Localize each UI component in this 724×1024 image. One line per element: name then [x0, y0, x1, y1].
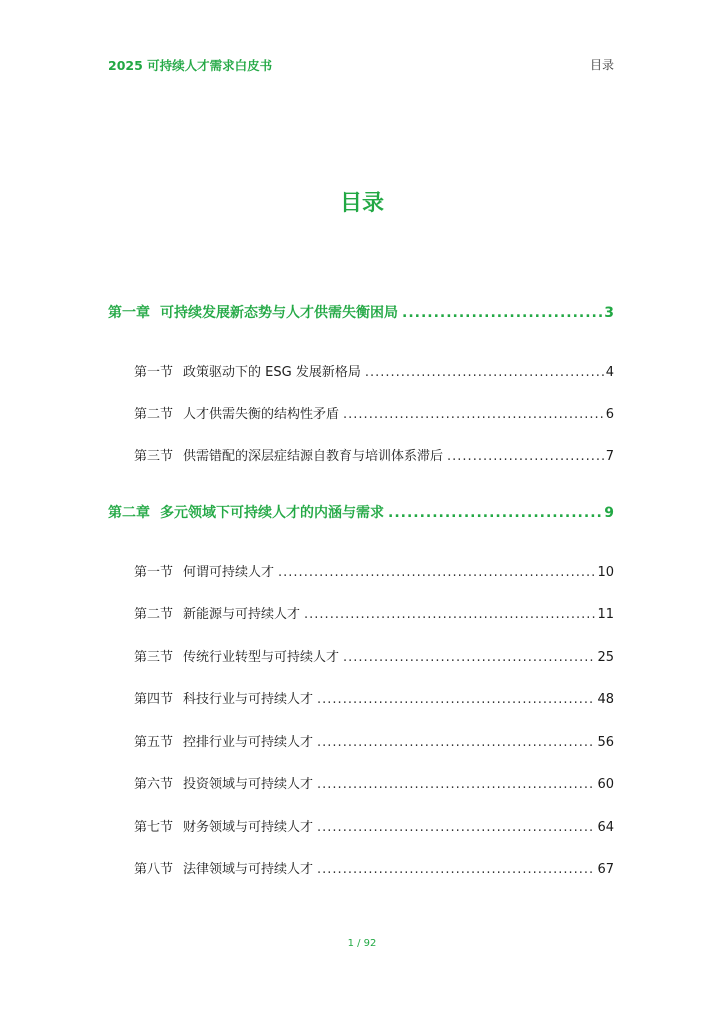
section-number: 第二节: [134, 407, 174, 422]
toc-section[interactable]: [134, 561, 614, 580]
section-title: 何谓可持续人才: [183, 565, 275, 580]
leader-dots: [365, 365, 604, 380]
leader-dots: [388, 505, 602, 521]
section-title: 新能源与可持续人才: [183, 607, 301, 622]
leader-dots: [402, 305, 602, 321]
chapter-number: 第一章: [108, 305, 150, 321]
toc-section[interactable]: [134, 445, 614, 464]
page-number: 67: [597, 862, 614, 877]
leader-dots: [317, 820, 595, 835]
section-number: 第八节: [134, 862, 174, 877]
toc-section[interactable]: [134, 816, 614, 835]
toc-section[interactable]: [134, 731, 614, 750]
leader-dots: [343, 407, 604, 422]
document-title: 2025 可持续人才需求白皮书: [108, 58, 273, 73]
page-number: 64: [597, 820, 614, 835]
section-number: 第五节: [134, 735, 174, 750]
toc-section[interactable]: [134, 646, 614, 665]
page-number: 11: [597, 607, 614, 622]
toc-section[interactable]: [134, 603, 614, 622]
page-number: 56: [597, 735, 614, 750]
page-number: 10: [597, 565, 614, 580]
page-number: 7: [605, 449, 614, 464]
leader-dots: [317, 735, 595, 750]
page-number: 25: [597, 650, 614, 665]
toc-section[interactable]: [134, 688, 614, 707]
section-title: 传统行业转型与可持续人才: [183, 650, 340, 665]
section-number: 第四节: [134, 692, 174, 707]
section-number: 第三节: [134, 449, 174, 464]
page-title: 目录: [339, 191, 384, 216]
page-header: [108, 56, 614, 74]
section-title: 科技行业与可持续人才: [183, 692, 314, 707]
section-title: 控排行业与可持续人才: [183, 735, 314, 750]
toc-section[interactable]: [134, 403, 614, 422]
leader-dots: [304, 607, 595, 622]
section-number: 第三节: [134, 650, 174, 665]
chapter-number: 第二章: [108, 505, 150, 521]
section-title: 投资领域与可持续人才: [183, 777, 314, 792]
leader-dots: [343, 650, 595, 665]
header-section-label: 目录: [589, 58, 614, 72]
leader-dots: [447, 449, 604, 464]
page-number: 4: [605, 365, 614, 380]
section-title: 政策驱动下的 ESG 发展新格局: [183, 365, 361, 380]
section-number: 第二节: [134, 607, 174, 622]
page-number: 48: [597, 692, 614, 707]
leader-dots: [317, 862, 595, 877]
page-number: 6: [605, 407, 614, 422]
page-number: 9: [604, 505, 614, 521]
page-indicator: 1 / 92: [347, 938, 377, 949]
leader-dots: [317, 692, 595, 707]
section-title: 财务领域与可持续人才: [183, 820, 314, 835]
section-number: 第一节: [134, 565, 174, 580]
chapter-title: 可持续发展新态势与人才供需失衡困局: [160, 305, 398, 321]
toc-section[interactable]: [134, 858, 614, 877]
toc-chapter-1[interactable]: [108, 302, 614, 322]
section-title: 人才供需失衡的结构性矛盾: [183, 407, 340, 422]
section-title: 供需错配的深层症结源自教育与培训体系滞后: [183, 449, 444, 464]
toc-section[interactable]: [134, 361, 614, 380]
leader-dots: [278, 565, 595, 580]
leader-dots: [317, 777, 595, 792]
section-number: 第六节: [134, 777, 174, 792]
chapter-title: 多元领域下可持续人才的内涵与需求: [160, 505, 384, 521]
section-number: 第一节: [134, 365, 174, 380]
page-number: 60: [597, 777, 614, 792]
section-number: 第七节: [134, 820, 174, 835]
toc-section[interactable]: [134, 773, 614, 792]
section-title: 法律领域与可持续人才: [183, 862, 314, 877]
toc-chapter-2[interactable]: [108, 502, 614, 522]
page-number: 3: [604, 305, 614, 321]
